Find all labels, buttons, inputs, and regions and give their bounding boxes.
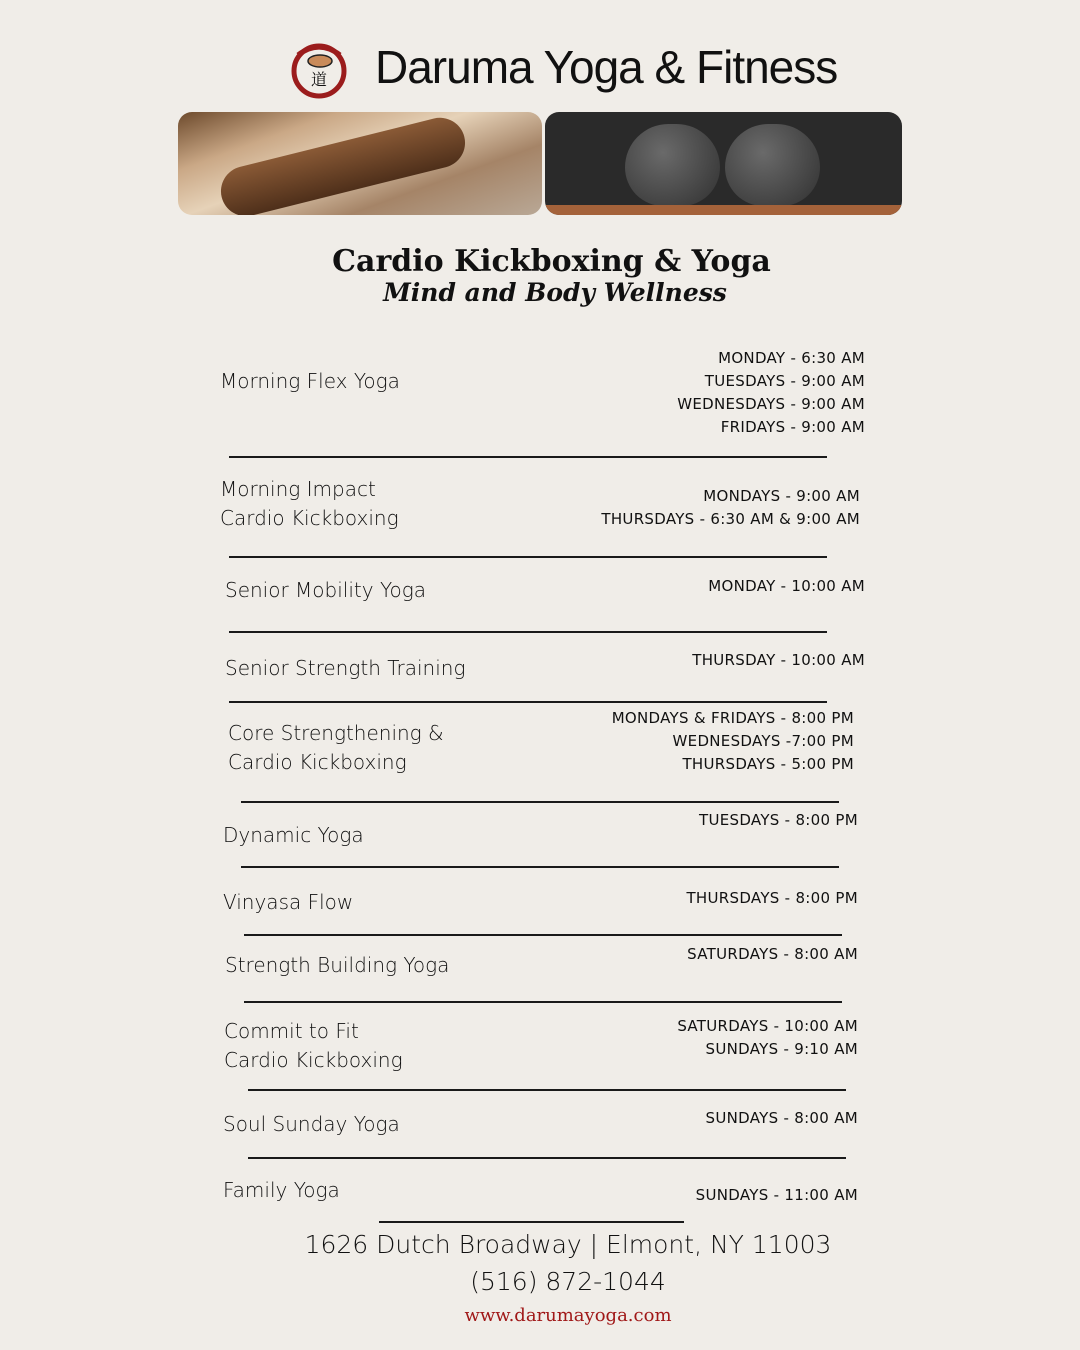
divider [229, 701, 827, 703]
class-schedule-times [686, 887, 858, 910]
boxing-gloves-photo [545, 112, 902, 215]
schedule-line: WEDNESDAYS -7:00 PM [672, 732, 854, 750]
class-name [220, 475, 399, 533]
divider [379, 1221, 684, 1223]
schedule-line: MONDAY - 10:00 AM [708, 577, 865, 595]
class-name-line: Strength Building Yoga [225, 953, 450, 977]
flyer-title: Cardio Kickboxing & Yoga [332, 244, 771, 279]
schedule-line: MONDAYS - 9:00 AM [703, 487, 860, 505]
schedule-line: THURSDAYS - 5:00 PM [682, 755, 854, 773]
class-schedule-times [706, 1107, 859, 1130]
schedule-line: SUNDAYS - 8:00 AM [705, 1109, 858, 1127]
class-name [220, 367, 400, 396]
schedule-line: SATURDAYS - 8:00 AM [687, 945, 858, 963]
class-schedule-times [612, 707, 854, 776]
divider [229, 456, 827, 458]
class-schedule-times [601, 485, 860, 531]
schedule-line: FRIDAYS - 9:00 AM [720, 418, 865, 436]
class-name-line: Soul Sunday Yoga [223, 1112, 400, 1136]
schedule-line: MONDAYS & FRIDAYS - 8:00 PM [611, 709, 854, 727]
class-name [223, 888, 353, 917]
schedule-line: WEDNESDAYS - 9:00 AM [677, 395, 865, 413]
class-name-line: Cardio Kickboxing [228, 750, 407, 774]
class-name-line: Cardio Kickboxing [224, 1048, 403, 1072]
class-name-line: Vinyasa Flow [223, 890, 354, 914]
class-name-line: Core Strengthening & [228, 721, 444, 745]
class-name [228, 719, 444, 777]
class-name [223, 821, 364, 850]
class-name-line: Senior Strength Training [225, 656, 466, 680]
class-schedule-times [696, 1184, 858, 1207]
class-name-line: Morning Impact [220, 477, 376, 501]
flyer-subtitle: Mind and Body Wellness [383, 278, 727, 307]
class-name [223, 1110, 400, 1139]
class-name [225, 951, 449, 980]
divider [229, 631, 827, 633]
class-name [225, 654, 465, 683]
class-schedule-times [699, 809, 858, 832]
class-schedule-times [677, 1015, 858, 1061]
phone-number: (516) 872-1044 [470, 1267, 666, 1296]
class-name-line: Senior Mobility Yoga [225, 578, 426, 602]
class-name [225, 576, 426, 605]
class-name-line: Cardio Kickboxing [220, 506, 399, 530]
class-schedule-times [692, 649, 865, 672]
class-schedule-times [687, 943, 858, 966]
divider [244, 934, 842, 936]
schedule-line: SUNDAYS - 11:00 AM [695, 1186, 858, 1204]
website-link[interactable]: www.darumayoga.com [464, 1305, 672, 1326]
divider [248, 1157, 846, 1159]
address: 1626 Dutch Broadway | Elmont, NY 11003 [304, 1230, 832, 1259]
class-schedule-times [708, 575, 865, 598]
divider [241, 801, 839, 803]
schedule-line: THURSDAYS - 8:00 PM [686, 889, 858, 907]
schedule-line: SUNDAYS - 9:10 AM [705, 1040, 858, 1058]
class-name-line: Commit to Fit [224, 1019, 359, 1043]
class-name [223, 1176, 340, 1205]
class-name [224, 1017, 403, 1075]
yoga-mat-photo [178, 112, 542, 215]
schedule-line: SATURDAYS - 10:00 AM [677, 1017, 858, 1035]
schedule-line: TUESDAYS - 9:00 AM [704, 372, 865, 390]
schedule-line: THURSDAYS - 6:30 AM & 9:00 AM [601, 510, 860, 528]
divider [229, 556, 827, 558]
schedule-line: TUESDAYS - 8:00 PM [699, 811, 858, 829]
class-schedule-times [677, 347, 865, 439]
svg-text:道: 道 [310, 70, 328, 89]
class-name-line: Morning Flex Yoga [220, 369, 400, 393]
class-name-line: Family Yoga [223, 1178, 340, 1202]
divider [248, 1089, 846, 1091]
divider [241, 866, 839, 868]
daruma-logo-icon [290, 41, 348, 99]
brand-title: Daruma Yoga & Fitness [375, 41, 838, 93]
schedule-line: THURSDAY - 10:00 AM [692, 651, 865, 669]
divider [244, 1001, 842, 1003]
class-name-line: Dynamic Yoga [223, 823, 364, 847]
schedule-line: MONDAY - 6:30 AM [718, 349, 865, 367]
